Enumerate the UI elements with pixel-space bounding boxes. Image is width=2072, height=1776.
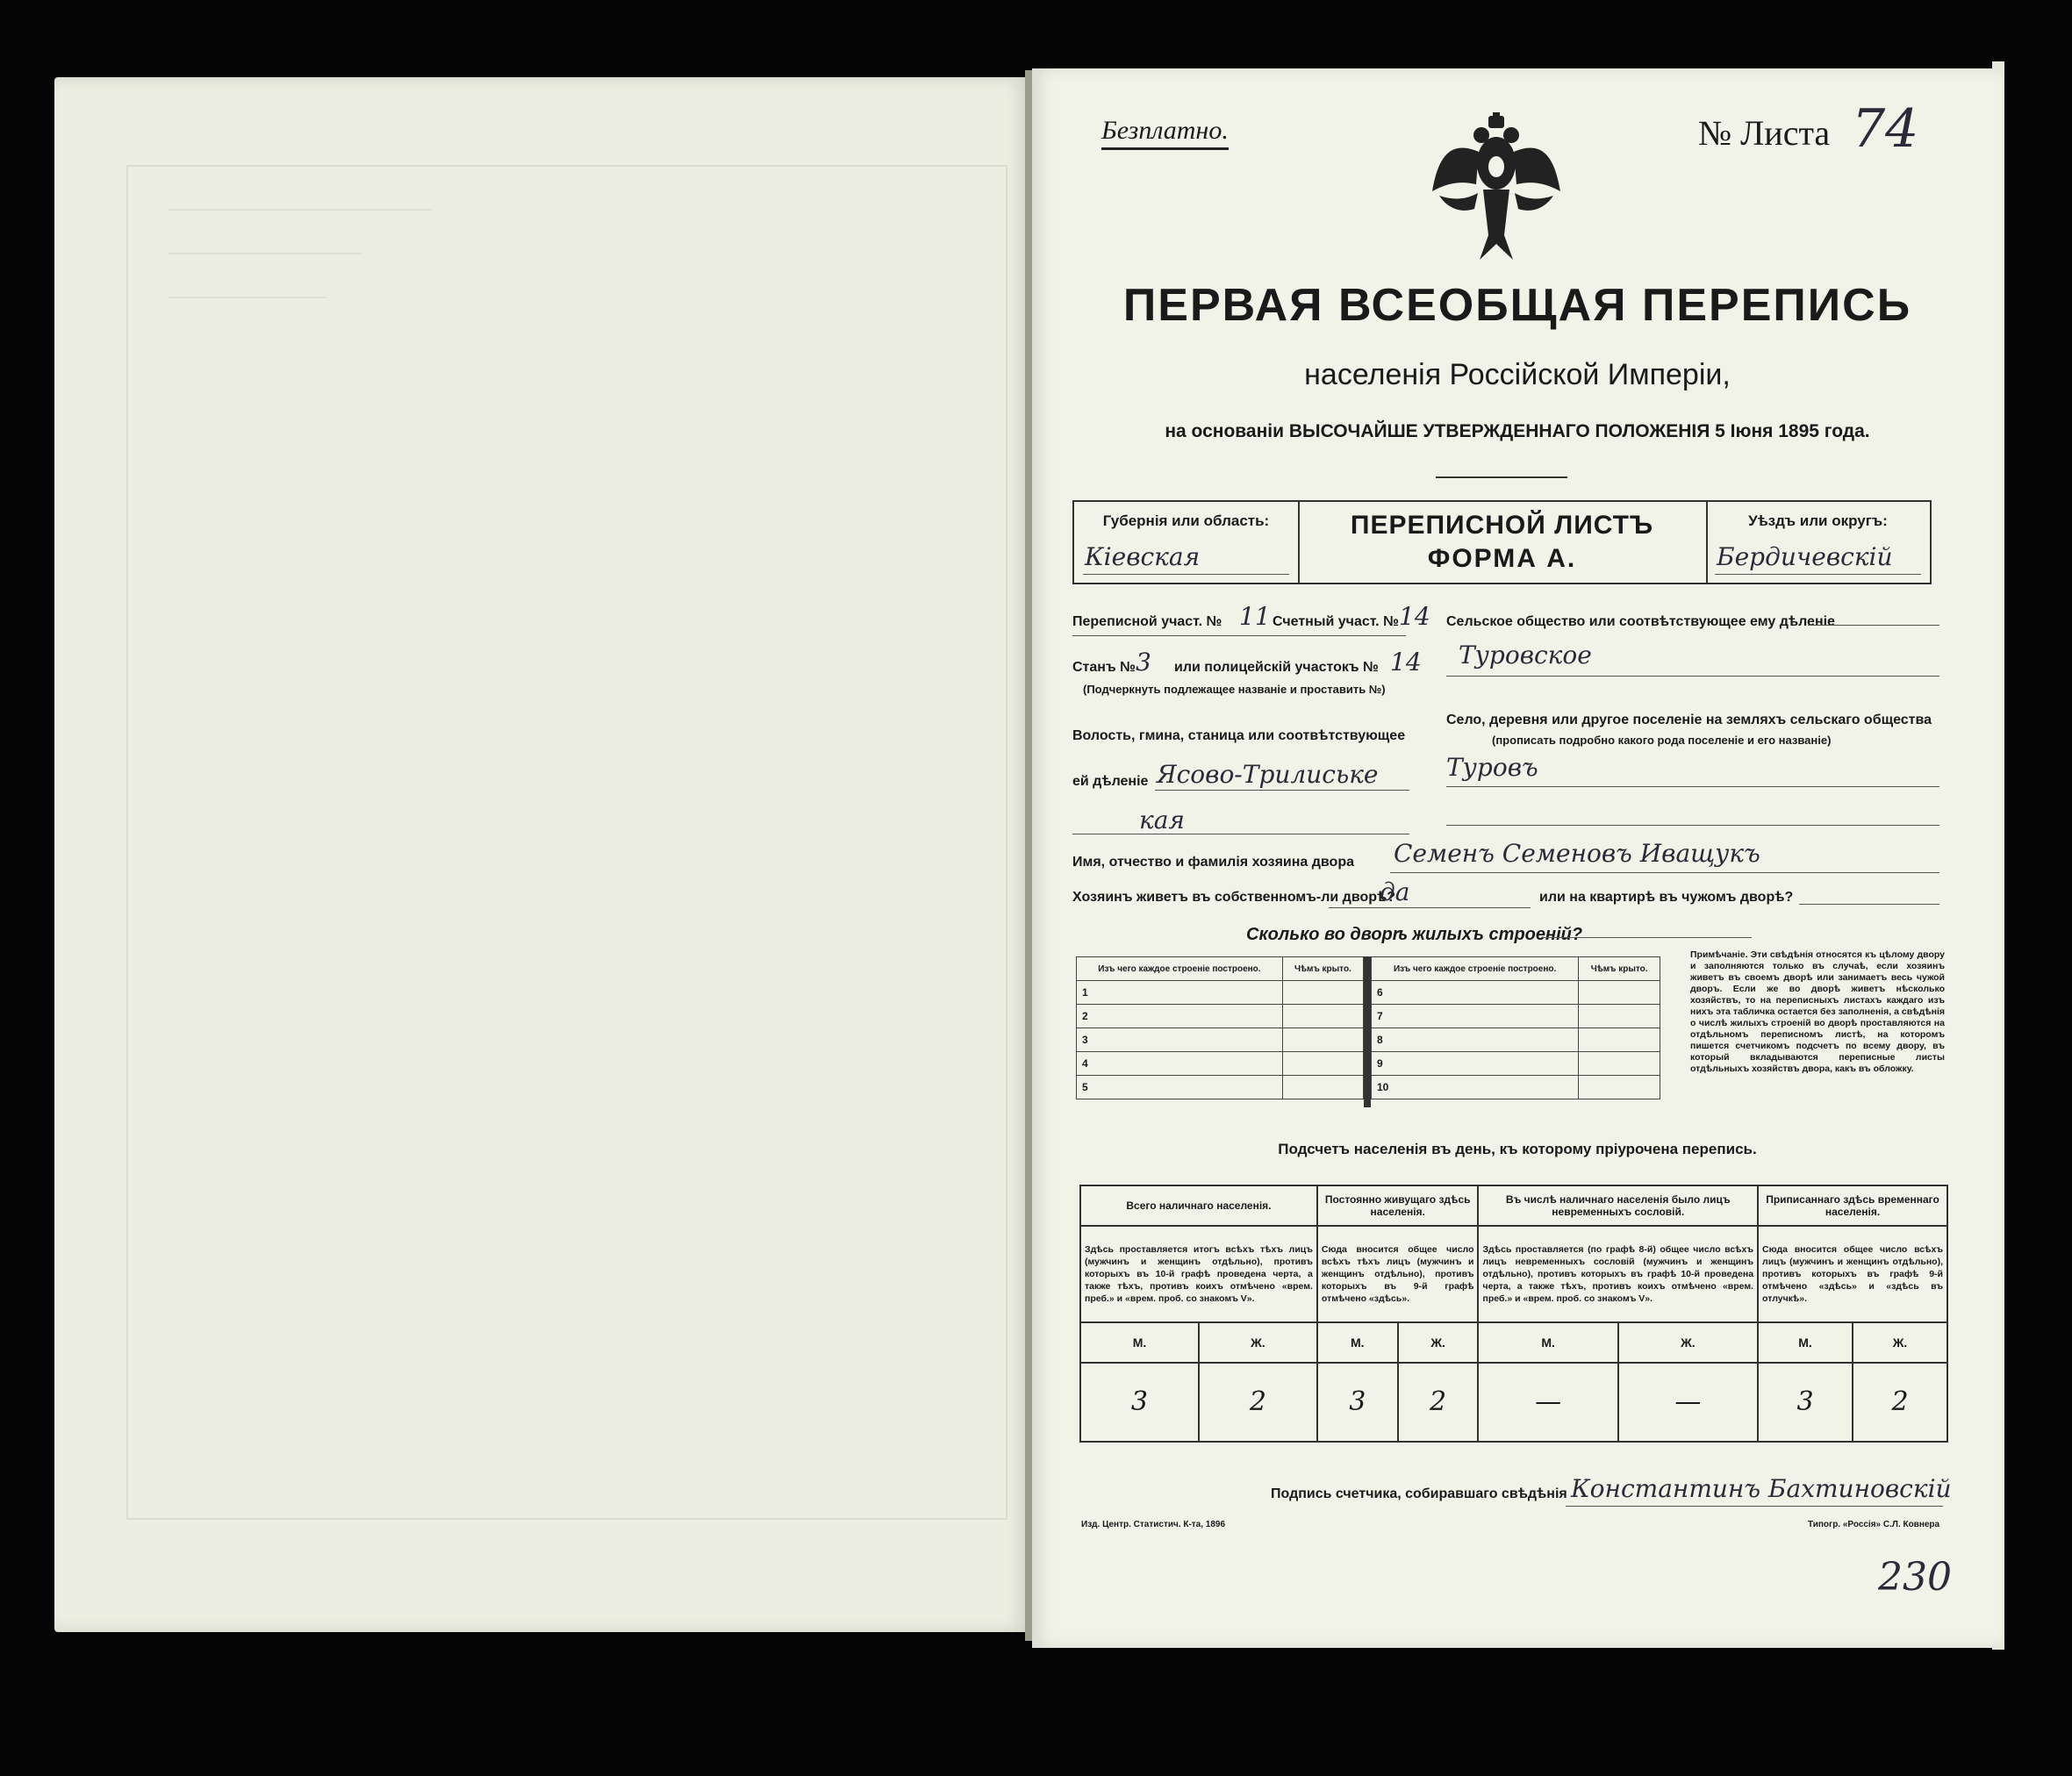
buildings-material-header: Изъ чего каждое строеніе построено. [1077, 957, 1283, 981]
table-row: 7 [1372, 1005, 1660, 1028]
book-spine [1025, 70, 1032, 1641]
col-permanent-explanation: Сюда вносится общее число всѣхъ тѣхъ лицъ (мужчинъ и женщинъ отдѣльно), противъ которыхъ въ 9-й графѣ отмѣчено «здѣсь». [1317, 1226, 1479, 1322]
table-row: 2 [1077, 1005, 1364, 1028]
col-permanent-header: Постоянно живущаго здѣсь населенія. [1317, 1185, 1479, 1226]
col-nonestate-explanation: Здѣсь проставляется (по графѣ 8-й) общее число всѣхъ лицъ невременныхъ сословій (мужчинъ и женщинъ отдѣльно), противъ которыхъ въ графѣ 10-й проведена черта, а также тѣхъ, противъ коихъ отмѣчено «врем. преб.» и «врем. проб. со знакомъ V». [1478, 1226, 1758, 1322]
police-district-label: или полицейскій участокъ № [1174, 660, 1379, 675]
village-label: Село, деревня или другое поселеніе на земляхъ сельскаго общества [1446, 713, 1932, 727]
volost-label: Волость, гмина, станица или соотвѣтствующее [1072, 728, 1406, 743]
population-count-table [1079, 1185, 1948, 1443]
table-divider [1364, 956, 1371, 1107]
buildings-note: Примѣчаніе. Эти свѣдѣнія относятся къ цѣлому двору и заполняются только въ случаѣ, если хозяинъ живетъ въ своемъ дворѣ или занимаетъ весь чужой дворъ. Если же во дворѣ живетъ нѣсколько хозяйствъ, то на переписныхъ листахъ каждаго изъ нихъ эта табличка остается без заполненія, а свѣдѣнія о числѣ жилыхъ строеній во дворѣ проставляются на отдѣльномъ переписномъ листѣ, на которомъ пишется счетчикомъ подсчетъ по всему двору, въ который вкладываются переписные листы отдѣльныхъ хозяйствъ двора, какъ въ обложку. [1690, 949, 1945, 1074]
free-label: Безплатно. [1101, 116, 1229, 150]
col-present-explanation: Здѣсь проставляется итогъ всѣхъ тѣхъ лицъ (мужчинъ и женщинъ отдѣльно), противъ которыхъ въ 10-й графѣ проведена черта, а также тѣхъ, противъ коихъ отмѣчено «врем. преб.» и «врем. проб. со знакомъ V». [1080, 1226, 1317, 1322]
uezd-label: Уѣздъ или округъ: [1748, 512, 1888, 529]
male-header: М. [1758, 1322, 1853, 1363]
gubernia-cell [1074, 502, 1300, 583]
male-header: М. [1317, 1322, 1398, 1363]
nonestate-male-value: — [1478, 1363, 1617, 1442]
population-count-title: Подсчетъ населенія въ день, къ которому пріурочена перепись. [1278, 1141, 1757, 1157]
gubernia-value: Кіевская [1085, 542, 1201, 571]
present-male-value: 3 [1080, 1363, 1199, 1442]
census-title: ПЕРВАЯ ВСЕОБЩАЯ ПЕРЕПИСЬ [1122, 280, 1912, 331]
imperial-eagle-emblem [1430, 112, 1562, 261]
bleed-through-line [168, 209, 432, 211]
table-row: 3 [1077, 1028, 1364, 1052]
nonestate-female-value: — [1618, 1363, 1758, 1442]
present-female-value: 2 [1199, 1363, 1317, 1442]
ornament-divider [1436, 476, 1567, 482]
volost-value: Ясово-Трилиське [1157, 760, 1379, 789]
uezd-value: Бердичевскій [1717, 542, 1893, 571]
police-district-value: 14 [1390, 648, 1422, 677]
volost-value-cont: кая [1139, 806, 1185, 834]
female-header: Ж. [1618, 1322, 1758, 1363]
female-header: Ж. [1398, 1322, 1479, 1363]
permanent-male-value: 3 [1317, 1363, 1398, 1442]
buildings-material-header: Изъ чего каждое строеніе построено. [1372, 957, 1579, 981]
table-row: 6 [1372, 981, 1660, 1005]
printer-imprint-right: Типогр. «Россія» С.Л. Ковнера [1808, 1520, 1940, 1529]
table-row [1080, 1363, 1947, 1442]
form-title-cell [1298, 502, 1708, 583]
permanent-female-value: 2 [1398, 1363, 1479, 1442]
col-temporary-header: Приписаннаго здѣсь временнаго населенія. [1758, 1185, 1947, 1226]
uezd-cell [1706, 502, 1930, 583]
stan-label: Станъ № [1072, 660, 1136, 675]
table-row: 4 [1077, 1052, 1364, 1076]
male-header: М. [1478, 1322, 1617, 1363]
left-page-blank [54, 77, 1029, 1632]
archive-page-number: 230 [1878, 1555, 1952, 1600]
printer-imprint-left: Изд. Центр. Статистич. К-та, 1896 [1081, 1520, 1226, 1529]
buildings-roof-header: Чѣмъ крыто. [1579, 957, 1660, 981]
sheet-number-value: 74 [1852, 98, 1919, 160]
owner-value: Семенъ Семеновъ Иващукъ [1394, 839, 1760, 868]
table-row: 1 [1077, 981, 1364, 1005]
volost-label-cont: ей дѣленіе [1072, 774, 1149, 789]
col-nonestate-header: Въ числѣ наличнаго населенія было лицъ невременныхъ сословій. [1478, 1185, 1758, 1226]
signature-value: Константинъ Бахтиновскій [1571, 1474, 1952, 1503]
rented-yard-label: или на квартирѣ въ чужомъ дворѣ? [1539, 890, 1794, 905]
village-hint: (прописать подробно какого рода поселеніе и его названіе) [1492, 734, 1832, 747]
signature-label: Подпись счетчика, собиравшаго свѣдѣнія [1271, 1486, 1567, 1501]
counting-district-value: 14 [1399, 602, 1430, 631]
temporary-female-value: 2 [1853, 1363, 1947, 1442]
form-title: ПЕРЕПИСНОЙ ЛИСТЪ [1350, 511, 1654, 540]
table-row: 5 [1077, 1076, 1364, 1099]
buildings-table-left [1076, 956, 1364, 1099]
table-row: 8 [1372, 1028, 1660, 1052]
owner-label: Имя, отчество и фамилія хозяина двора [1072, 855, 1354, 870]
census-district-label: Переписной участ. № [1072, 614, 1222, 629]
female-header: Ж. [1853, 1322, 1947, 1363]
rural-society-label: Сельское общество или соотвѣтствующее ему дѣленіе [1446, 614, 1835, 629]
col-temporary-explanation: Сюда вносится общее число всѣхъ лицъ (мужчинъ и женщинъ отдѣльно), противъ которыхъ въ графѣ 9-й отмѣчено «здѣсь» и «здѣсь въ отлучкѣ». [1758, 1226, 1947, 1322]
strike-hint: (Подчеркнуть подлежащее названіе и проставить №) [1083, 683, 1386, 696]
census-legal-basis: на основаніи ВЫСОЧАЙШЕ УТВЕРЖДЕННАГО ПОЛОЖЕНІЯ 5 Іюня 1895 года. [1165, 421, 1870, 441]
buildings-table-right [1371, 956, 1660, 1099]
counting-district-label: Счетный участ. № [1273, 614, 1399, 629]
table-row: 9 [1372, 1052, 1660, 1076]
bleed-through-frame [126, 165, 1007, 1520]
col-present-header: Всего наличнаго населенія. [1080, 1185, 1317, 1226]
table-row: 10 [1372, 1076, 1660, 1099]
form-type: ФОРМА А. [1427, 544, 1577, 573]
male-header: М. [1080, 1322, 1199, 1363]
buildings-roof-header: Чѣмъ крыто. [1282, 957, 1363, 981]
census-district-value: 11 [1239, 602, 1271, 631]
sheet-number-label: № Листа [1698, 113, 1831, 153]
own-yard-value: да [1380, 877, 1410, 906]
gubernia-label: Губернія или область: [1102, 512, 1270, 529]
rural-society-value: Туровское [1459, 641, 1592, 670]
village-value: Туровъ [1446, 753, 1538, 782]
female-header: Ж. [1199, 1322, 1317, 1363]
bleed-through-line [168, 253, 362, 254]
own-yard-label: Хозяинъ живетъ въ собственномъ-ли дворѣ? [1072, 890, 1396, 905]
temporary-male-value: 3 [1758, 1363, 1853, 1442]
stan-value: 3 [1136, 648, 1151, 677]
form-header-box [1072, 500, 1932, 584]
buildings-question: Сколько во дворѣ жилыхъ строеній? [1246, 925, 1583, 944]
census-subtitle: населенія Россійской Имперіи, [1304, 358, 1731, 391]
bleed-through-line [168, 297, 326, 298]
